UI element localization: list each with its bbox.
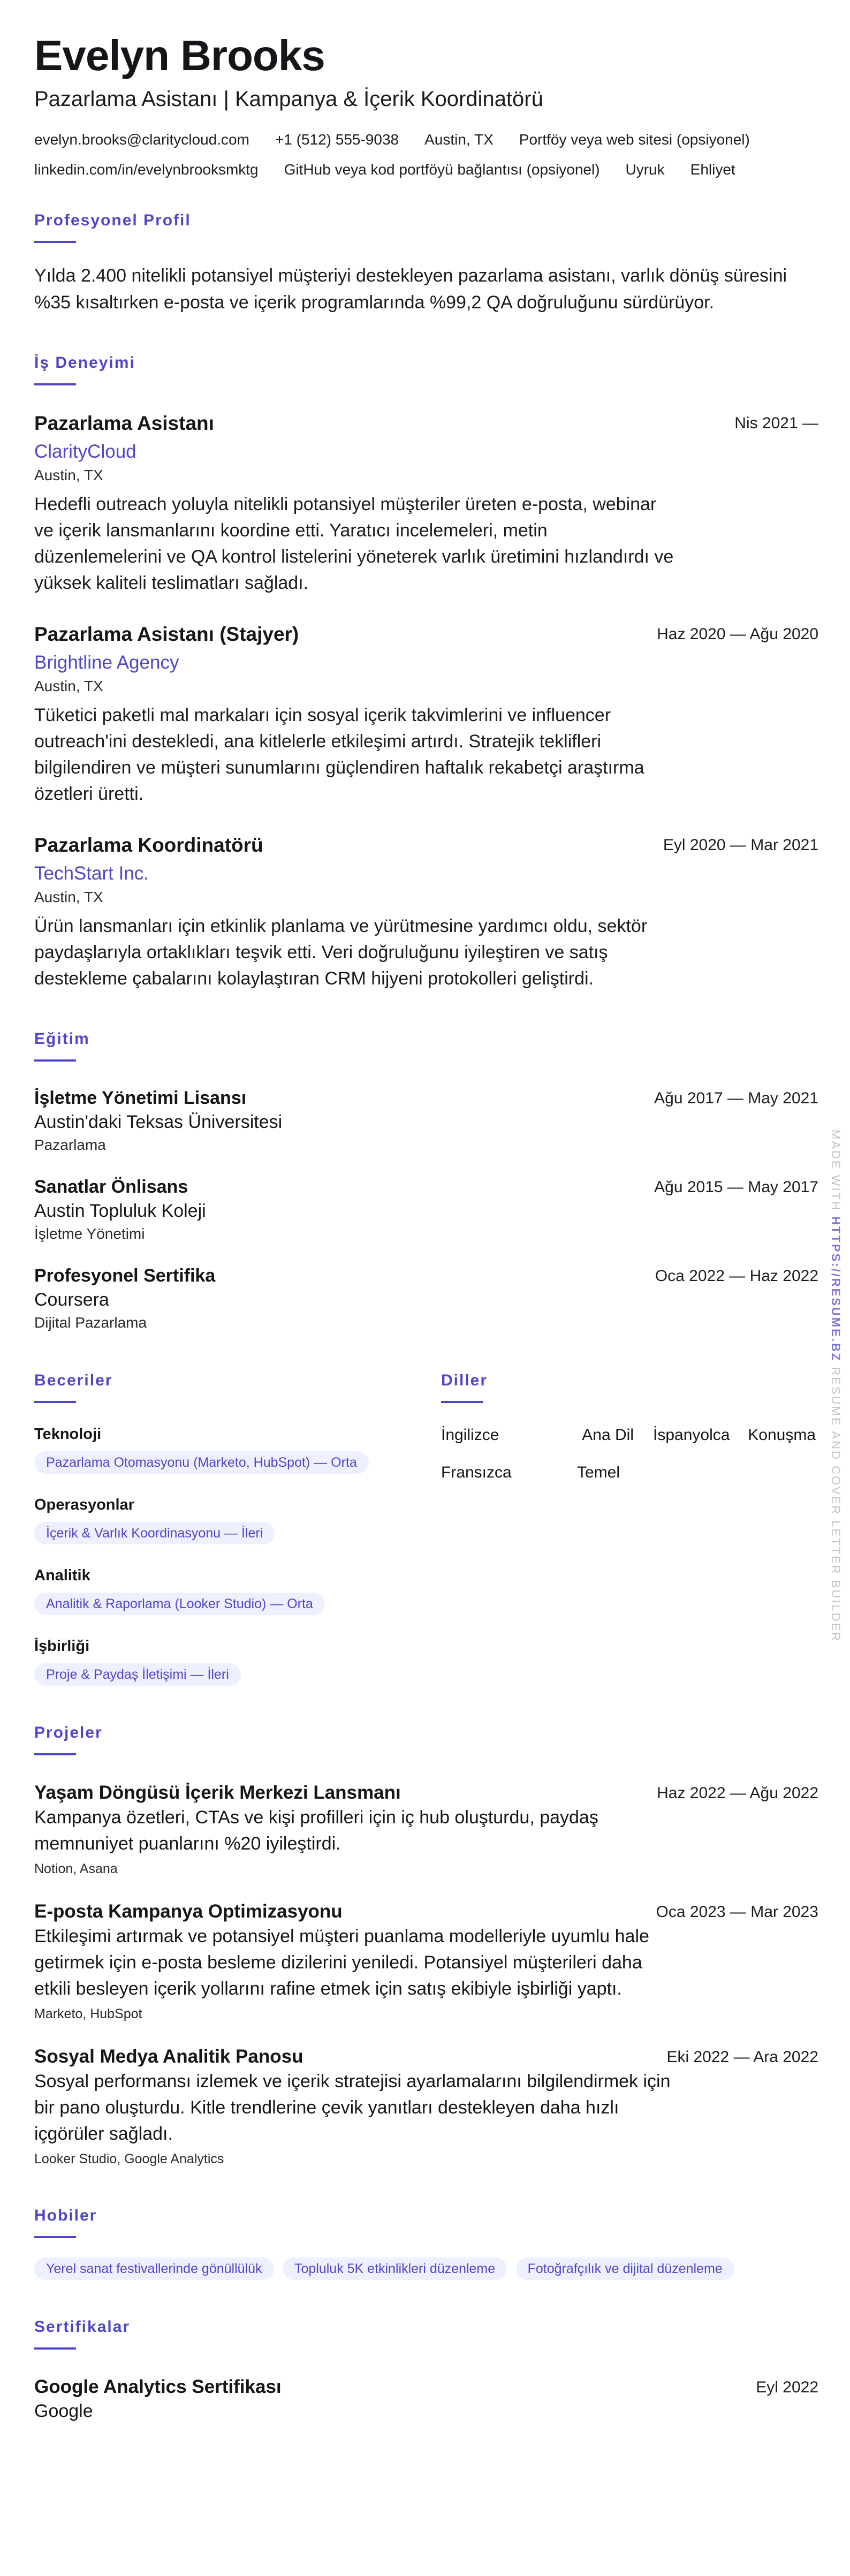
project-tools: Notion, Asana	[34, 1861, 118, 1876]
languages-section	[441, 1371, 818, 1686]
language-level: Konuşma	[748, 1426, 816, 1444]
education-entry	[34, 1175, 818, 1245]
job-title: Pazarlama Asistanı	[34, 412, 214, 434]
hobby-chip: Fotoğrafçılık ve dijital düzenleme	[516, 2257, 734, 2280]
company-name: Brightline Agency	[34, 652, 179, 673]
language-name: İngilizce	[441, 1426, 499, 1444]
job-title: Pazarlama Koordinatörü	[34, 834, 263, 856]
job-dates: Haz 2020 — Ağu 2020	[657, 625, 818, 643]
hobby-list	[34, 2250, 818, 2280]
skill-category: Operasyonlar	[34, 1496, 134, 1513]
project-description: Etkileşimi artırmak ve potansiyel müşteri puanlama modelleriyle uyumlu hale getirmek için e-posta besleme dizilerini yeniledi. Potansiyel müşterileri daha etkili besleyen içerik yollarını rafine etmek için satış ekibiyle işbirliği yaptı.	[34, 1926, 649, 1999]
contact-block	[34, 130, 818, 180]
section-title: Eğitim	[34, 1030, 90, 1048]
job-location: Austin, TX	[34, 889, 103, 905]
job-dates: Eyl 2020 — Mar 2021	[663, 836, 818, 854]
section-title: Hobiler	[34, 2207, 97, 2224]
skills-section	[34, 1371, 441, 1686]
hobby-chip: Topluluk 5K etkinlikleri düzenleme	[283, 2257, 507, 2280]
skill-category: Teknoloji	[34, 1426, 102, 1443]
project-title: E-posta Kampanya Optimizasyonu	[34, 1901, 343, 1922]
certification-entry	[34, 2375, 818, 2423]
job-location: Austin, TX	[34, 467, 103, 483]
education-entry	[34, 1264, 818, 1334]
section-title: Profesyonel Profil	[34, 211, 191, 229]
degree-title: İşletme Yönetimi Lisansı	[34, 1088, 247, 1108]
watermark-link[interactable]: HTTPS://RESUME.BZ	[829, 1216, 843, 1362]
project-dates: Oca 2023 — Mar 2023	[656, 1903, 818, 1921]
project-dates: Haz 2022 — Ağu 2022	[657, 1784, 818, 1802]
education-section	[34, 1029, 818, 1334]
section-title: Beceriler	[34, 1372, 113, 1389]
degree-title: Profesyonel Sertifika	[34, 1266, 216, 1286]
section-title: Diller	[441, 1372, 488, 1389]
project-tools: Marketo, HubSpot	[34, 2006, 142, 2021]
education-dates: Ağu 2015 — May 2017	[654, 1178, 818, 1196]
contact-website[interactable]: Portföy veya web sitesi (opsiyonel)	[519, 131, 750, 148]
language-name: İspanyolca	[653, 1426, 730, 1444]
section-divider	[34, 1059, 76, 1062]
company-name: TechStart Inc.	[34, 863, 149, 884]
contact-email[interactable]: evelyn.brooks@claritycloud.com	[34, 131, 249, 148]
degree-title: Sanatlar Önlisans	[34, 1177, 188, 1197]
project-entry	[34, 2045, 818, 2169]
skill-chip: Proje & Paydaş İletişimi — İleri	[34, 1663, 241, 1686]
project-title: Sosyal Medya Analitik Panosu	[34, 2046, 303, 2067]
field-of-study: Dijital Pazarlama	[34, 1314, 147, 1331]
profile-section	[34, 211, 818, 316]
skill-chip: Analitik & Raporlama (Looker Studio) — Orta	[34, 1593, 325, 1615]
projects-section	[34, 1723, 818, 2169]
language-level: Temel	[577, 1464, 620, 1481]
education-dates: Oca 2022 — Haz 2022	[655, 1267, 818, 1285]
certification-issuer: Google	[34, 2401, 93, 2421]
candidate-subtitle: Pazarlama Asistanı | Kampanya & İçerik Koordinatörü	[34, 87, 543, 111]
profile-summary: Yılda 2.400 nitelikli potansiyel müşteriyi destekleyen pazarlama asistanı, varlık dönüş süresini %35 kısaltırken e-posta ve içerik programlarında %99,2 QA doğruluğunu sürdürüyor.	[34, 266, 787, 313]
experience-entry	[34, 411, 818, 596]
watermark-prefix: MADE WITH	[829, 1130, 843, 1211]
skill-chip: Pazarlama Otomasyonu (Marketo, HubSpot) — Orta	[34, 1451, 369, 1474]
hobby-chip: Yerel sanat festivallerinde gönüllülük	[34, 2257, 274, 2280]
resume-page	[34, 31, 818, 2423]
contact-row	[34, 130, 818, 150]
project-entry	[34, 1781, 818, 1878]
section-title: Sertifikalar	[34, 2318, 131, 2336]
project-tools: Looker Studio, Google Analytics	[34, 2151, 224, 2166]
field-of-study: Pazarlama	[34, 1137, 106, 1153]
school-name: Austin'daki Teksas Üniversitesi	[34, 1112, 283, 1132]
language-level: Ana Dil	[582, 1426, 634, 1444]
job-title: Pazarlama Asistanı (Stajyer)	[34, 623, 299, 645]
contact-row	[34, 160, 818, 180]
project-description: Sosyal performansı izlemek ve içerik stratejisi ayarlamalarını bilgilendirmek için bir pano oluşturdu. Kitle trendlerine çevik yanıtları destekleyen daha hızlı içgörüler sağladı.	[34, 2071, 671, 2144]
contact-license: Ehliyet	[690, 161, 735, 178]
section-divider	[441, 1401, 483, 1403]
builder-watermark	[829, 1130, 843, 1642]
section-divider	[34, 2236, 76, 2238]
skill-chip: İçerik & Varlık Koordinasyonu — İleri	[34, 1522, 275, 1544]
company-name: ClarityCloud	[34, 441, 136, 462]
section-divider	[34, 2347, 76, 2350]
hobbies-section	[34, 2206, 818, 2280]
job-description: Ürün lansmanları için etkinlik planlama ve yürütmesine yardımcı oldu, sektör paydaşlarıyla ortaklıkları teşvik etti. Veri doğruluğunu iyileştiren ve satış destekleme çabalarını kolaylaştıran CRM hijyeni protokolleri geliştirdi.	[34, 916, 648, 989]
experience-entry	[34, 833, 818, 992]
skill-category: İşbirliği	[34, 1638, 90, 1655]
contact-phone[interactable]: +1 (512) 555-9038	[275, 131, 399, 148]
job-dates: Nis 2021 —	[734, 414, 818, 432]
job-description: Hedefli outreach yoluyla nitelikli potansiyel müşteriler üreten e-posta, webinar ve içerik lansmanlarını koordine etti. Yaratıcı incelemeleri, metin düzenlemelerini ve QA kontrol listelerini yöneterek varlık üretimini hızlandırdı ve yüksek kaliteli teslimatları sağladı.	[34, 494, 674, 593]
candidate-name: Evelyn Brooks	[34, 32, 325, 79]
section-title: Projeler	[34, 1724, 103, 1741]
project-title: Yaşam Döngüsü İçerik Merkezi Lansmanı	[34, 1782, 401, 1803]
languages-list	[441, 1425, 818, 1483]
certifications-section	[34, 2317, 818, 2423]
school-name: Austin Topluluk Koleji	[34, 1201, 206, 1221]
job-location: Austin, TX	[34, 678, 103, 694]
certification-name: Google Analytics Sertifikası	[34, 2376, 282, 2397]
contact-linkedin[interactable]: linkedin.com/in/evelynbrooksmktg	[34, 161, 259, 178]
section-divider	[34, 241, 76, 243]
language-name: Fransızca	[441, 1464, 512, 1481]
education-dates: Ağu 2017 — May 2021	[654, 1089, 818, 1107]
section-divider	[34, 1753, 76, 1755]
contact-nationality: Uyruk	[625, 161, 665, 178]
experience-section	[34, 353, 818, 992]
skills-languages-row	[34, 1371, 818, 1686]
contact-location: Austin, TX	[424, 131, 494, 148]
section-divider	[34, 1401, 76, 1403]
school-name: Coursera	[34, 1290, 109, 1310]
project-entry	[34, 1900, 818, 2024]
field-of-study: İşletme Yönetimi	[34, 1225, 145, 1242]
certification-date: Eyl 2022	[756, 2378, 818, 2396]
section-title: İş Deneyimi	[34, 354, 135, 372]
skill-category: Analitik	[34, 1567, 90, 1584]
section-divider	[34, 383, 76, 385]
education-entry	[34, 1086, 818, 1156]
project-dates: Eki 2022 — Ara 2022	[666, 2048, 818, 2066]
project-description: Kampanya özetleri, CTAs ve kişi profilleri için iç hub oluşturdu, paydaş memnuniyet puanlarını %20 iyileştirdi.	[34, 1807, 598, 1854]
contact-github[interactable]: GitHub veya kod portföyü bağlantısı (opsiyonel)	[284, 161, 600, 178]
watermark-suffix: RESUME AND COVER LETTER BUILDER	[829, 1367, 843, 1643]
job-description: Tüketici paketli mal markaları için sosyal içerik takvimlerini ve influencer outreach'ini destekledi, ana kitlelerle etkileşimi artırdı. Stratejik teklifleri bilgilendiren ve müşteri sunumlarını güçlendiren haftalık rekabetçi araştırma özetleri üretti.	[34, 705, 644, 804]
experience-entry	[34, 622, 818, 807]
